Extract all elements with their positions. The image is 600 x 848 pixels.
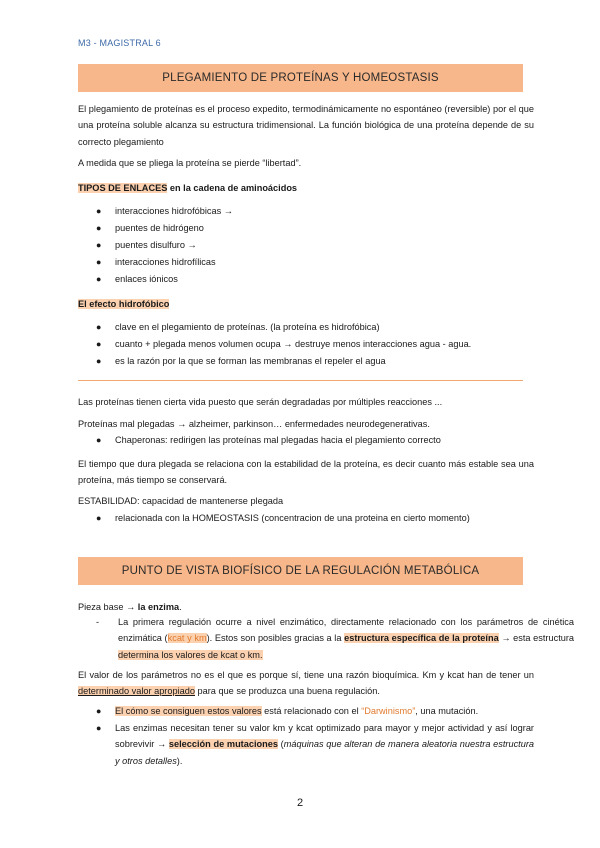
list-chaperonas [78, 432, 534, 449]
paragraph-mal-plegadas: Proteínas mal plegadas → alzheimer, parkinson… enfermedades neurodegenerativas. [78, 419, 430, 429]
bullet-icon: ● [96, 723, 102, 733]
list-item: ● relacionada con la HOMEOSTASIS (concentracion de una proteina en cierto momento) [78, 510, 534, 527]
highlight-estructura: estructura específica de la proteína [344, 633, 499, 644]
bullet-icon: ● [96, 240, 102, 250]
paragraph-libertad: A medida que se pliega la proteína se pierde “libertad”. [78, 158, 302, 168]
list-item: ● El cómo se consiguen estos valores está relacionado con el “Darwinismo”, una mutación. [78, 703, 534, 720]
bullet-icon: ● [96, 223, 102, 233]
bullet-icon: ● [96, 257, 102, 267]
list-item: ● es la razón por la que se forman las membranas el repeler el agua [78, 353, 534, 370]
running-header: M3 - MAGISTRAL 6 [78, 38, 161, 48]
paragraph-estabilidad-tiempo: El tiempo que dura plegada se relaciona con la estabilidad de la proteína, es decir cuanto más estable sea una proteína, más tiempo se conservará. [78, 459, 534, 486]
heading-tipos-highlight: TIPOS DE ENLACES [78, 183, 168, 193]
heading-tipos-enlaces [78, 180, 534, 196]
section-title-biofisico: PUNTO DE VISTA BIOFÍSICO DE LA REGULACIÓN METABÓLICA [78, 557, 523, 585]
page-number: 2 [296, 797, 304, 809]
paragraph-definition: El plegamiento de proteínas es el proceso expedito, termodinámicamente no espontáneo (reversible) por el que una proteína soluble alcanza su estructura tridimensional. La función biológica de una proteína depende de su correcto plegamiento [78, 104, 534, 147]
highlight-determina: determina los valores de kcat o km. [118, 649, 263, 660]
list-item: ● Las enzimas necesitan tener su valor km y kcat optimizado para mayor y mejor actividad y así lograr sobrevivir → selección de mutaciones (máquinas que alteran de manera aleatoria nuestra estructura y otros detalles). [78, 720, 534, 769]
list-tipos-enlaces [78, 203, 534, 288]
heading-tipos-rest: en la cadena de aminoácidos [167, 183, 298, 193]
bullet-icon: ● [96, 706, 102, 716]
bullet-icon: ● [96, 435, 102, 445]
sub-item-regulacion: - La primera regulación ocurre a nivel enzimático, directamente relacionado con los parámetros de cinética enzimática (kcat y km). Estos son posibles gracias a la estructura específica de la proteína → esta estructura determina los valores de kcat o km. [78, 614, 574, 663]
list-homeostasis [78, 510, 534, 527]
bullet-icon: ● [96, 339, 102, 349]
list-item: ● interacciones hidrofílicas [78, 254, 534, 271]
paragraph-vida-proteinas: Las proteínas tienen cierta vida puesto que serán degradadas por múltiples reacciones ... [78, 397, 443, 407]
pieza-base-enzima: la enzima [137, 602, 180, 612]
bullet-icon: ● [96, 356, 102, 366]
horizontal-divider [78, 380, 523, 381]
heading-efecto-highlight: El efecto hidrofóbico [78, 299, 170, 309]
paragraph-estabilidad-def: ESTABILIDAD: capacidad de mantenerse plegada [78, 496, 284, 506]
list-darwinismo [78, 703, 534, 769]
dash-icon: - [96, 617, 100, 627]
highlight-seleccion: selección de mutaciones [168, 739, 278, 750]
list-item: ● Chaperonas: redirigen las proteínas mal plegadas hacia el plegamiento correcto [78, 432, 534, 449]
highlight-valor-apropiado: determinado valor apropiado [78, 686, 195, 697]
list-item: ● clave en el plegamiento de proteínas. (la proteína es hidrofóbica) [78, 319, 534, 336]
paragraph-pieza-base: Pieza base → la enzima. [78, 602, 182, 612]
section-title-plegamiento: PLEGAMIENTO DE PROTEÍNAS Y HOMEOSTASIS [78, 64, 523, 92]
list-item: ● enlaces iónicos [78, 271, 534, 288]
bullet-icon: ● [96, 322, 102, 332]
heading-efecto-hidrofobico [78, 296, 534, 312]
highlight-darwinismo: “Darwinismo” [361, 706, 416, 716]
list-item: ● cuanto + plegada menos volumen ocupa → destruye menos interacciones agua - agua. [78, 336, 534, 353]
bullet-icon: ● [96, 513, 102, 523]
highlight-kcat-km: kcat y km [167, 633, 207, 644]
list-item: ● puentes de hidrógeno [78, 220, 534, 237]
list-item: ● puentes disulfuro → [78, 237, 534, 254]
list-item: ● interacciones hidrofóbicas → [78, 203, 534, 220]
paragraph-valor-parametros: El valor de los parámetros no es el que es porque sí, tiene una razón bioquímica. Km y kcat han de tener un determinado valor apropiado para que se produzca una buena regulación. [78, 670, 534, 697]
list-efecto-hidrofobico [78, 319, 534, 370]
bullet-icon: ● [96, 206, 102, 216]
bullet-icon: ● [96, 274, 102, 284]
